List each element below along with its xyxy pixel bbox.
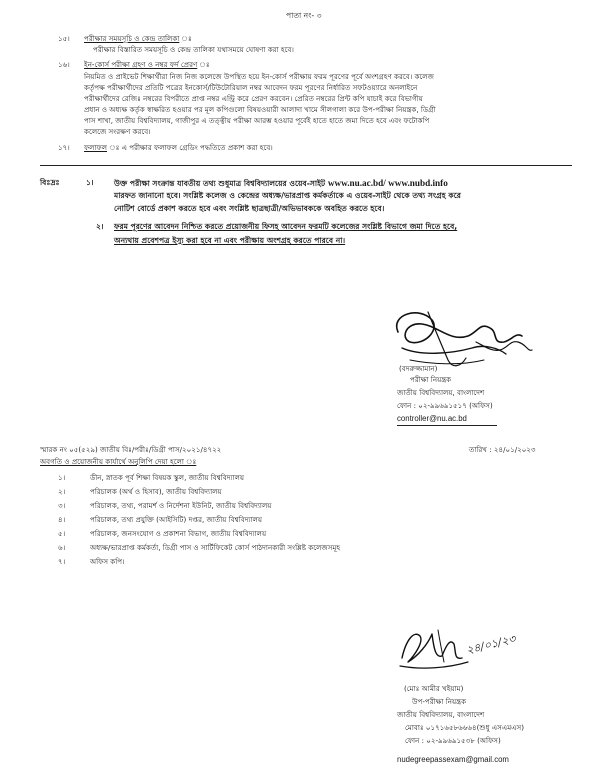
page-number: পাতা নং- ৩ bbox=[286, 11, 322, 20]
controller-org: জাতীয় বিশ্ববিদ্যালয়, বাংলাদেশ bbox=[397, 388, 485, 397]
deputy-signature-date: ২৪/০১/২৩ bbox=[464, 632, 517, 657]
recipient-number: ৫। bbox=[58, 529, 66, 538]
recipient-number: ৬। bbox=[58, 543, 66, 552]
note-1-number: ১। bbox=[86, 178, 94, 187]
note-2-line-1: ফরম পূরণের আবেদন নিশ্চিত করতে প্রয়োজনীয় ফিসহ আবেদন ফরমটি কলেজের সংশ্লিষ্ট বিভাগে জমা দিতে হবে, bbox=[114, 222, 458, 231]
section-16-line-6: কলেজে সংরক্ষণ করবে। bbox=[84, 127, 151, 136]
deputy-mobile: মোবাঃ ০১৭১৬৫৮৬৬৬৪(শুধু এসএমএস) bbox=[405, 723, 524, 732]
controller-name: (বদরুজ্জামান) bbox=[399, 364, 438, 373]
separator-line bbox=[40, 165, 572, 166]
section-17-heading bbox=[84, 143, 273, 152]
cc-heading-text: অবগতি ও প্রয়োজনীয় কার্যার্থে অনুলিপি দেয়া হলো ঃ bbox=[40, 457, 197, 466]
recipient-text: পরিচালক (অর্থ ও হিসাব), জাতীয় বিশ্ববিদ্যালয় bbox=[90, 487, 222, 496]
section-16-line-3: পরীক্ষার্থীদের রেজিঃ নম্বরের বিপরীতে প্রাপ্ত নম্বর এন্ট্রি করে প্রেরণ করবেন। প্রেরিত নম্বরের প্রিন্ট কপি যাচাই করে বিভাগীয় bbox=[84, 94, 423, 103]
recipient-text: পরিচালক, তথ্য, পরামর্শ ও নির্দেশনা ইউনিট, জাতীয় বিশ্ববিদ্যালয় bbox=[90, 501, 272, 510]
recipient-text: অফিস কপি। bbox=[90, 557, 125, 566]
recipient-text: ডীন, স্নাতক পূর্ব শিক্ষা বিষয়ক স্কুল, জাতীয় বিশ্ববিদ্যালয় bbox=[90, 473, 245, 482]
section-17-title: ফলাফল bbox=[84, 143, 107, 152]
note-1-website[interactable]: www.nu.ac.bd/ www.nubd.info bbox=[327, 178, 448, 188]
recipient-text: পরিচালক, তথ্য প্রযুক্তি (আইসিটি) দপ্তর, জাতীয় বিশ্ববিদ্যালয় bbox=[90, 515, 263, 524]
controller-email[interactable]: controller@nu.ac.bd bbox=[397, 414, 467, 423]
section-16-line-4: প্রধান ও অধ্যক্ষ কর্তৃক স্বাক্ষরিত হওয়ার পর মূল কপিগুলো বিষয়ওয়ারী আলাদা খামে সীলগালা করে উপ-পরীক্ষা নিয়ন্ত্রক, ডিগ্রী bbox=[84, 105, 436, 114]
note-1-line-1 bbox=[114, 177, 448, 189]
section-17-colon: ঃ bbox=[107, 143, 120, 152]
section-16-number: ১৬। bbox=[58, 60, 70, 69]
recipient-text: পরিচালক, জনসংযোগ ও প্রকাশনা বিভাগ, জাতীয় বিশ্ববিদ্যালয় bbox=[90, 529, 267, 538]
note-2-number: ২। bbox=[96, 222, 104, 231]
section-16-line-2: কর্তৃপক্ষ পরীক্ষার্থীদের প্রতিটি পত্রের ইনকোর্স/টিউটোরিয়াল নম্বর আবেদন ফরম পূরণের নির্ধারিত সফটওয়্যারে অনলাইনে bbox=[84, 83, 418, 92]
section-15-number: ১৫। bbox=[58, 34, 70, 43]
section-15-title: পরীক্ষার সময়সূচি ও কেন্দ্র তালিকা bbox=[84, 34, 180, 43]
recipient-number: ১। bbox=[58, 473, 66, 482]
note-1-line-2: মারফত জানানো হবে। সংশ্লিষ্ট কলেজ ও কেন্দ্রের অধ্যক্ষ/ভারপ্রাপ্ত কর্মকর্তাকে এ ওয়েব-সাইট থেকে তথ্য সংগ্রহ করে bbox=[114, 191, 461, 200]
section-15-heading bbox=[84, 34, 192, 43]
cc-heading bbox=[40, 457, 196, 466]
controller-title: পরীক্ষা নিয়ন্ত্রক bbox=[410, 375, 452, 384]
recipient-text: অধ্যক্ষ/ভারপ্রাপ্ত কর্মকর্তা, ডিগ্রী পাস ও সার্টিফিকেট কোর্স পাঠদানকারী সংশ্লিষ্ট কলেজসমূহ bbox=[90, 543, 341, 552]
recipient-number: ৭। bbox=[58, 557, 66, 566]
section-16-heading bbox=[84, 60, 210, 69]
deputy-title: উপ-পরীক্ষা নিয়ন্ত্রক bbox=[412, 697, 467, 706]
memo-reference: স্মারক নং ০৫(৫২৯) জাতীয় বিঃ/পরীঃ/ডিগ্রী পাস/২০২১/৪৭২২ bbox=[40, 445, 222, 454]
section-16-colon: ঃ bbox=[197, 60, 210, 69]
deputy-email[interactable]: nudegreepassexam@gmail.com bbox=[397, 755, 509, 764]
controller-phone: ফোন : ০২-৯৯৬৯১৫১৭ (অফিস) bbox=[397, 401, 493, 410]
notes-label: বিঃদ্রঃ bbox=[40, 178, 60, 187]
section-16-line-5: পাস শাখা, জাতীয় বিশ্ববিদ্যালয়, গাজীপুর এ তত্ত্বীয় পরীক্ষা আরম্ভ হওয়ার পূর্বেই হাতে হাতে জমা দিতে হবে এবং ফটোকপি bbox=[84, 116, 430, 125]
section-15-line: পরীক্ষার বিস্তারিত সময়সূচি ও কেন্দ্র তালিকা যথাসময়ে ঘোষণা করা হবে। bbox=[93, 45, 294, 54]
recipient-number: ৩। bbox=[58, 501, 66, 510]
section-16-line-1: নিয়মিত ও প্রাইভেট শিক্ষার্থীরা নিজ নিজ কলেজে উপস্থিত হয়ে ইন-কোর্স পরীক্ষায় ফরম পূরণের পূর্বে অংশগ্রহণ করবে। কলেজ bbox=[84, 72, 434, 81]
section-17-text: এ পরীক্ষার ফলাফল গ্রেডিং পদ্ধতিতে প্রকাশ করা হবে। bbox=[121, 143, 273, 152]
note-1-line-3: নোটিশ বোর্ডে প্রকাশ করতে হবে এবং সংশ্লিষ্ট ছাত্রছাত্রী/অভিভাবককে অবহিত করতে হবে। bbox=[114, 204, 385, 213]
section-15-colon: ঃ bbox=[179, 34, 192, 43]
deputy-name: (মোঃ আমীর খইয়াম) bbox=[404, 684, 464, 693]
recipient-number: ৪। bbox=[58, 515, 66, 524]
note-2-line-2: অন্যথায় প্রবেশপত্র ইস্যু করা হবে না এবং পরীক্ষায় অংশগ্রহ করতে পারবে না। bbox=[114, 236, 346, 245]
deputy-phone: ফোন : ০২-৯৯৬৯১৫৩৮ (অফিস) bbox=[405, 736, 501, 745]
memo-date: তারিখ : ২৪/০১/২০২৩ bbox=[469, 445, 536, 454]
section-17-number: ১৭। bbox=[58, 143, 70, 152]
deputy-org: জাতীয় বিশ্ববিদ্যালয়, বাংলাদেশ bbox=[397, 710, 485, 719]
note-1-lead: উক্ত পরীক্ষা সংক্রান্ত যাবতীয় তথ্য শুধুমাত্র বিশ্ববিদ্যালয়ের ওয়েব-সাইট bbox=[114, 179, 326, 188]
recipient-number: ২। bbox=[58, 487, 66, 496]
section-16-title: ইন-কোর্স পরীক্ষা গ্রহণ ও নম্বর ফর্দ প্রেরণ bbox=[84, 60, 198, 69]
email-underline bbox=[397, 425, 497, 426]
